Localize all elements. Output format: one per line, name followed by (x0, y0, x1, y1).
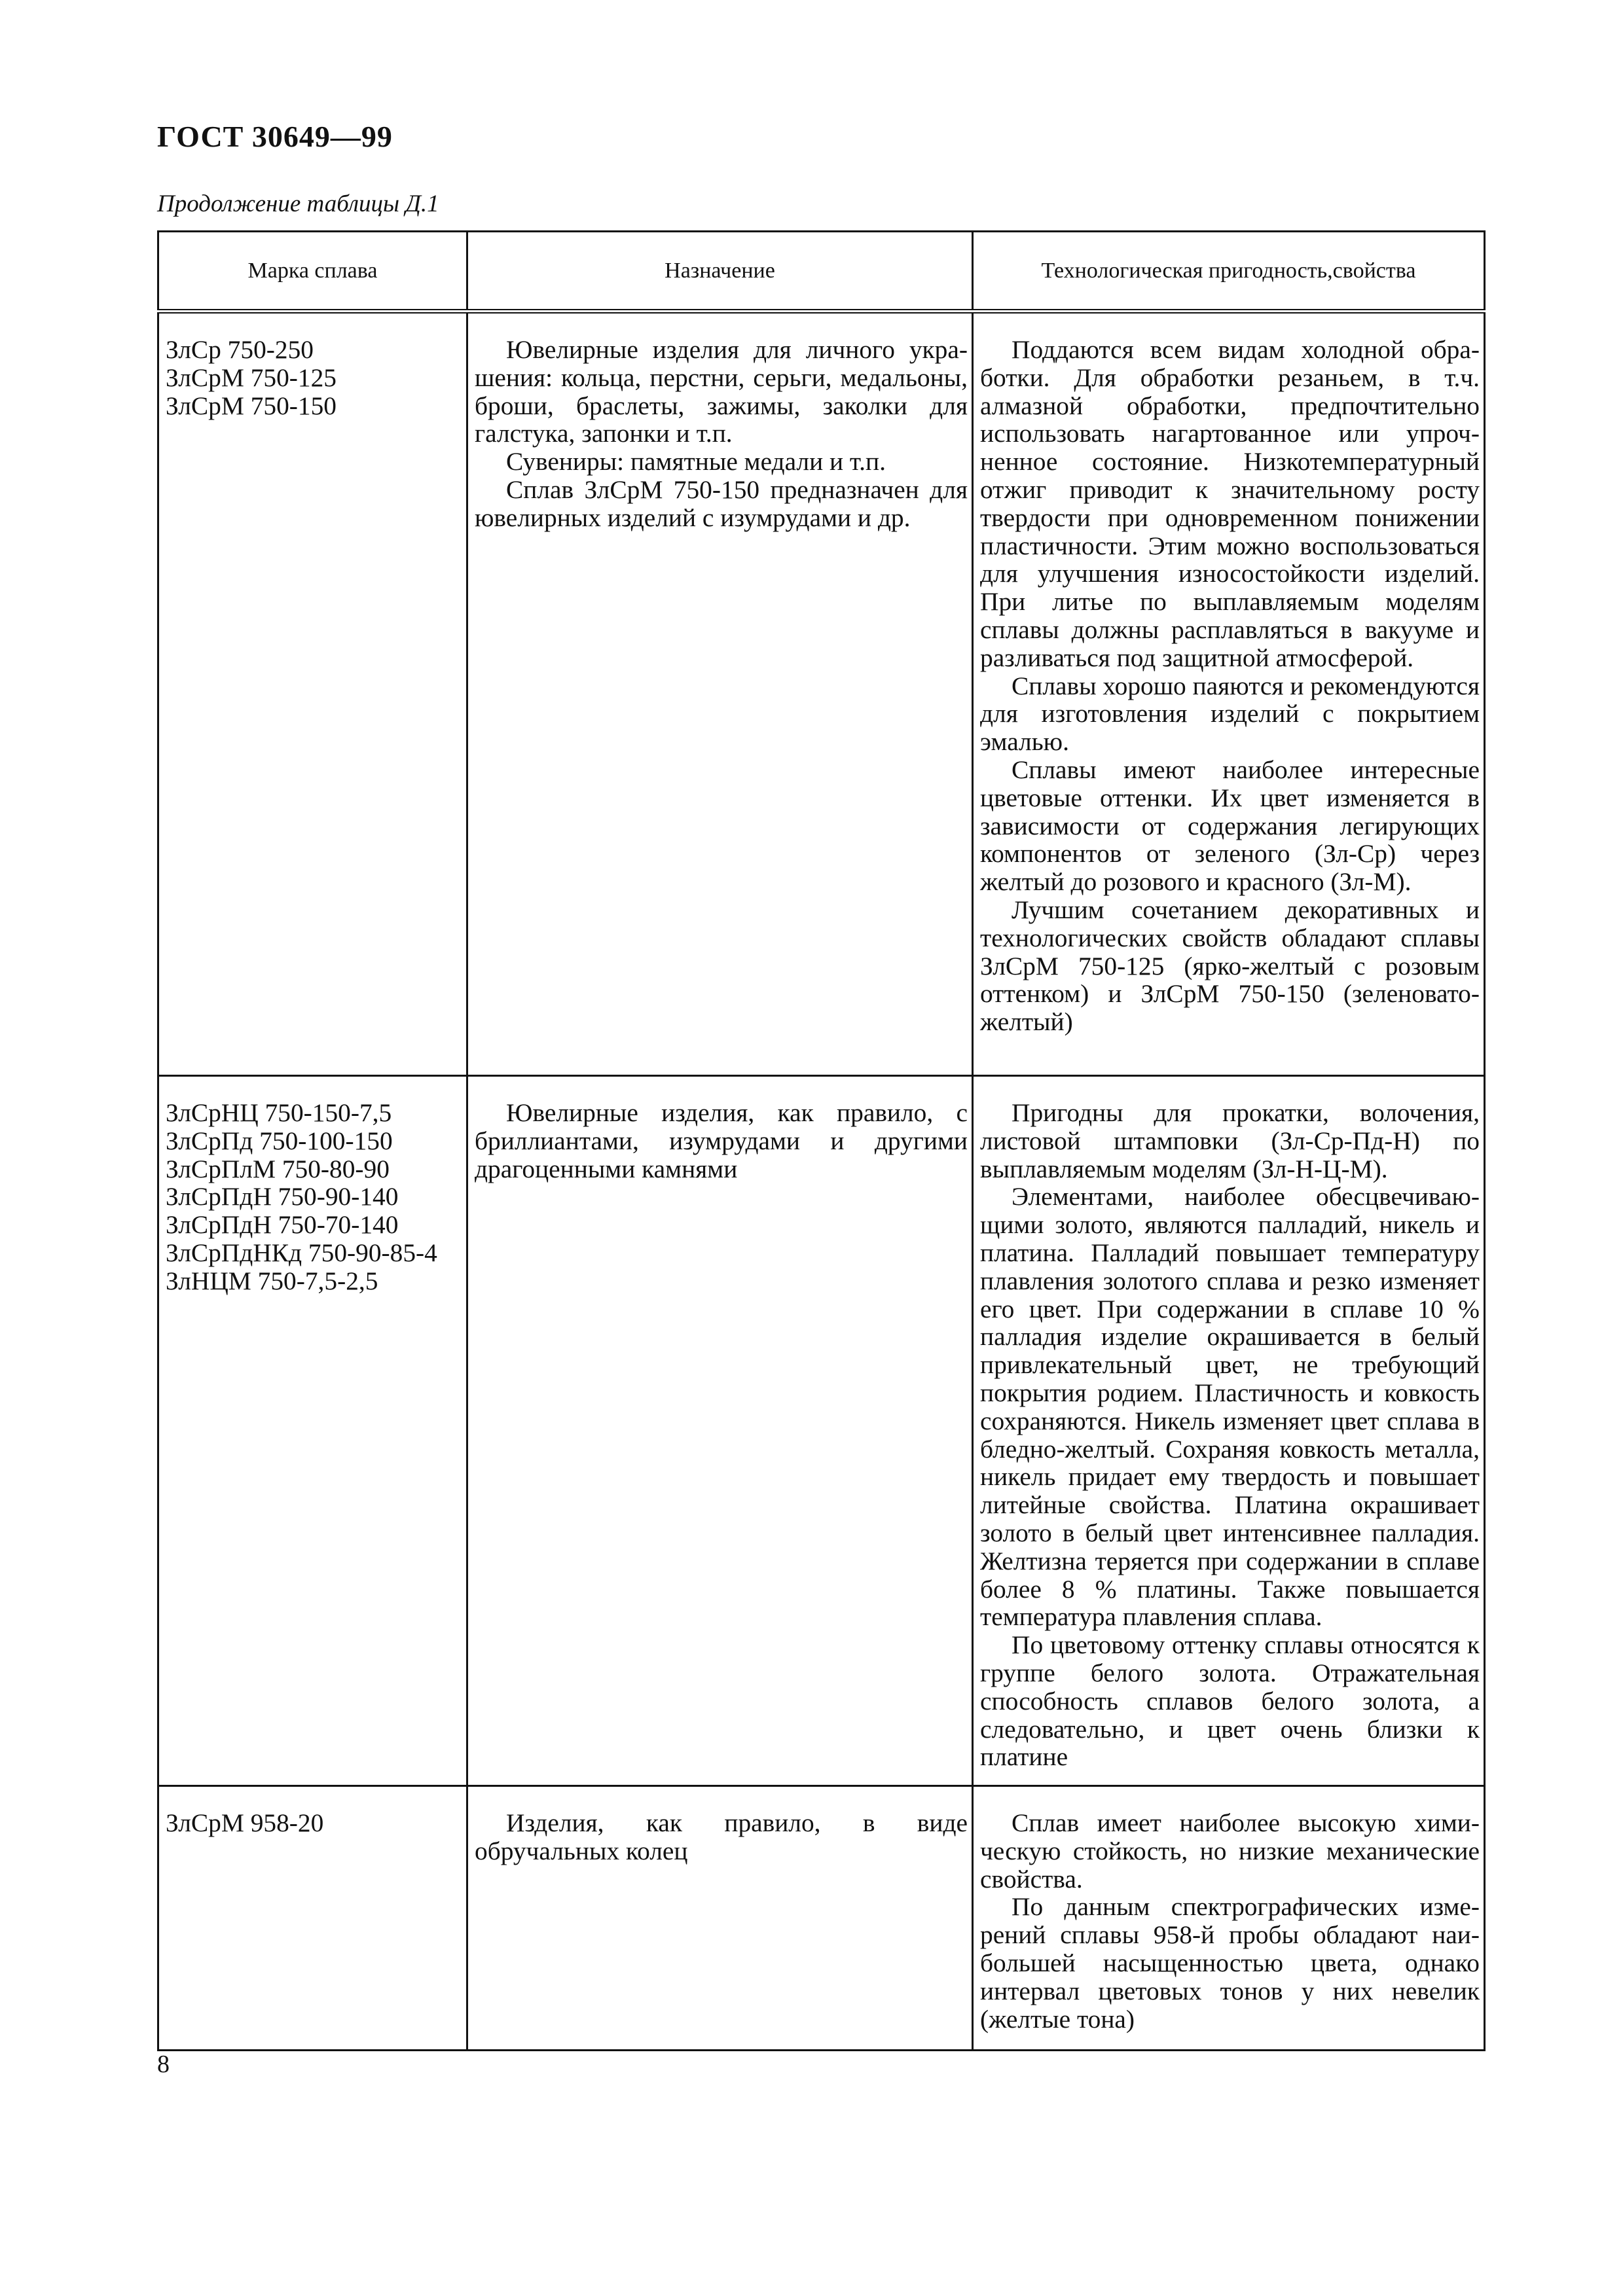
alloy-grades-cell (158, 312, 467, 1076)
properties-cell (973, 1076, 1485, 1786)
alloy-grades-cell (158, 1786, 467, 2051)
purpose-paragraph: Ювелирные изделия, как правило, с бриллиантами, изумрудами и другими драгоценными камнями (475, 1098, 968, 1183)
alloy-grade: ЗлСрПдН 750-70-140 (166, 1210, 399, 1240)
column-header-purpose: Назначение (467, 232, 973, 312)
properties-paragraph: Элементами, наиболее обесцвечивающими золото, являются палладий, никель и платина. Палладий повышает температуру плавления золотого сплава и резко изменяет его цвет. При содержании в сплаве 10 % палладия изделие окрашивается в белый привлекательный цвет, не требующий покрытия родием. Пластичность и ковкость сохраняются. Никель изменяет цвет сплава в бледно-желтый. Сохраняя ковкость металла, никель придает ему твердость и повышает литейные свойства. Платина окрашивает золото в белый цвет интенсивнее палладия. Желтизна теряется при содержании в сплаве более 8 % платины. Также повышается температура плавления сплава. (980, 1182, 1480, 1632)
alloy-table (157, 230, 1486, 2051)
table-row (158, 1076, 1485, 1786)
properties-cell (973, 1786, 1485, 2051)
purpose-paragraph: Изделия, как правило, в виде обручальных колец (475, 1808, 968, 1865)
purpose-paragraph: Сувениры: памятные медали и т.п. (506, 447, 886, 476)
alloy-grade: ЗлСр 750-250 (166, 335, 314, 364)
table-header-row (158, 232, 1485, 312)
document-header: ГОСТ 30649—99 (157, 120, 393, 153)
alloy-grade: ЗлСрМ 750-125 (166, 363, 337, 392)
alloy-grade: ЗлСрПлМ 750-80-90 (166, 1154, 390, 1183)
alloy-grade: ЗлСрМ 958-20 (166, 1808, 324, 1837)
alloy-grade: ЗлСрНЦ 750-150-7,5 (166, 1098, 392, 1127)
purpose-cell (467, 1786, 973, 2051)
table-caption: Продолжение таблицы Д.1 (157, 190, 439, 217)
page-number: 8 (157, 2051, 170, 2078)
column-header-properties: Технологическая пригодность,свойства (973, 232, 1485, 312)
properties-paragraph: По цветовому оттенку сплавы относятся к группе белого золота. Отражательная способность сплавов белого золота, а следовательно, и цвет очень близки к платине (980, 1630, 1480, 1772)
alloy-grade: ЗлСрМ 750-150 (166, 391, 337, 420)
properties-cell (973, 312, 1485, 1076)
table-row (158, 312, 1485, 1076)
table-row (158, 1786, 1485, 2051)
properties-paragraph: Лучшим сочетанием декоративных и технологических свойств обладают сплавы ЗлСрМ 750-125 (ярко-желтый с розовым оттенком) и ЗлСрМ 750-150 (зеленовато-желтый) (980, 895, 1480, 1037)
purpose-cell (467, 1076, 973, 1786)
column-header-grade: Марка сплава (158, 232, 467, 312)
properties-paragraph: Сплавы хорошо паяются и рекомендуются для изготовления изделий с покрытием эмалью. (980, 671, 1480, 757)
purpose-paragraph: Сплав ЗлСрМ 750-150 предназначен для ювелирных изделий с изумрудами и др. (475, 475, 968, 532)
alloy-grade: ЗлСрПдНКд 750-90-85-4 (166, 1238, 437, 1267)
alloy-grades-cell (158, 1076, 467, 1786)
properties-paragraph: Поддаются всем видам холодной обработки. Для обработки резаньем, в т.ч. алмазной обработки, предпочтительно использовать нагартованное или упрочненное состояние. Низкотемпературный отжиг приводит к значительному росту твердости при одновременном понижении пластичности. Этим можно воспользоваться для улучшения износостойкости изделий. При литье по выплавляемым моделям сплавы должны расплавляться в вакууме и разливаться под защитной атмосферой. (980, 335, 1480, 672)
purpose-cell (467, 312, 973, 1076)
alloy-grade: ЗлНЦМ 750-7,5-2,5 (166, 1266, 378, 1295)
alloy-grade: ЗлСрПд 750-100-150 (166, 1126, 393, 1155)
purpose-paragraph: Ювелирные изделия для личного украшения: кольца, перстни, серьги, медальоны, броши, браслеты, зажимы, заколки для галстука, запонки и т.п. (475, 335, 968, 448)
properties-paragraph: Сплав имеет наиболее высокую химическую стойкость, но низкие механические свойства. (980, 1808, 1480, 1893)
properties-paragraph: Сплавы имеют наиболее интересные цветовые оттенки. Их цвет изменяется в зависимости от содержания легирующих компонентов от зеленого (Зл-Ср) через желтый до розового и красного (Зл-М). (980, 755, 1480, 897)
alloy-grade: ЗлСрПдН 750-90-140 (166, 1182, 399, 1211)
properties-paragraph: По данным спектрографических измерений сплавы 958-й пробы обладают наибольшей насыщенностью цвета, однако интервал цветовых тонов у них невелик (желтые тона) (980, 1892, 1480, 2034)
properties-paragraph: Пригодны для прокатки, волочения, листовой штамповки (Зл-Ср-Пд-Н) по выплавляемым моделям (Зл-Н-Ц-М). (980, 1098, 1480, 1183)
